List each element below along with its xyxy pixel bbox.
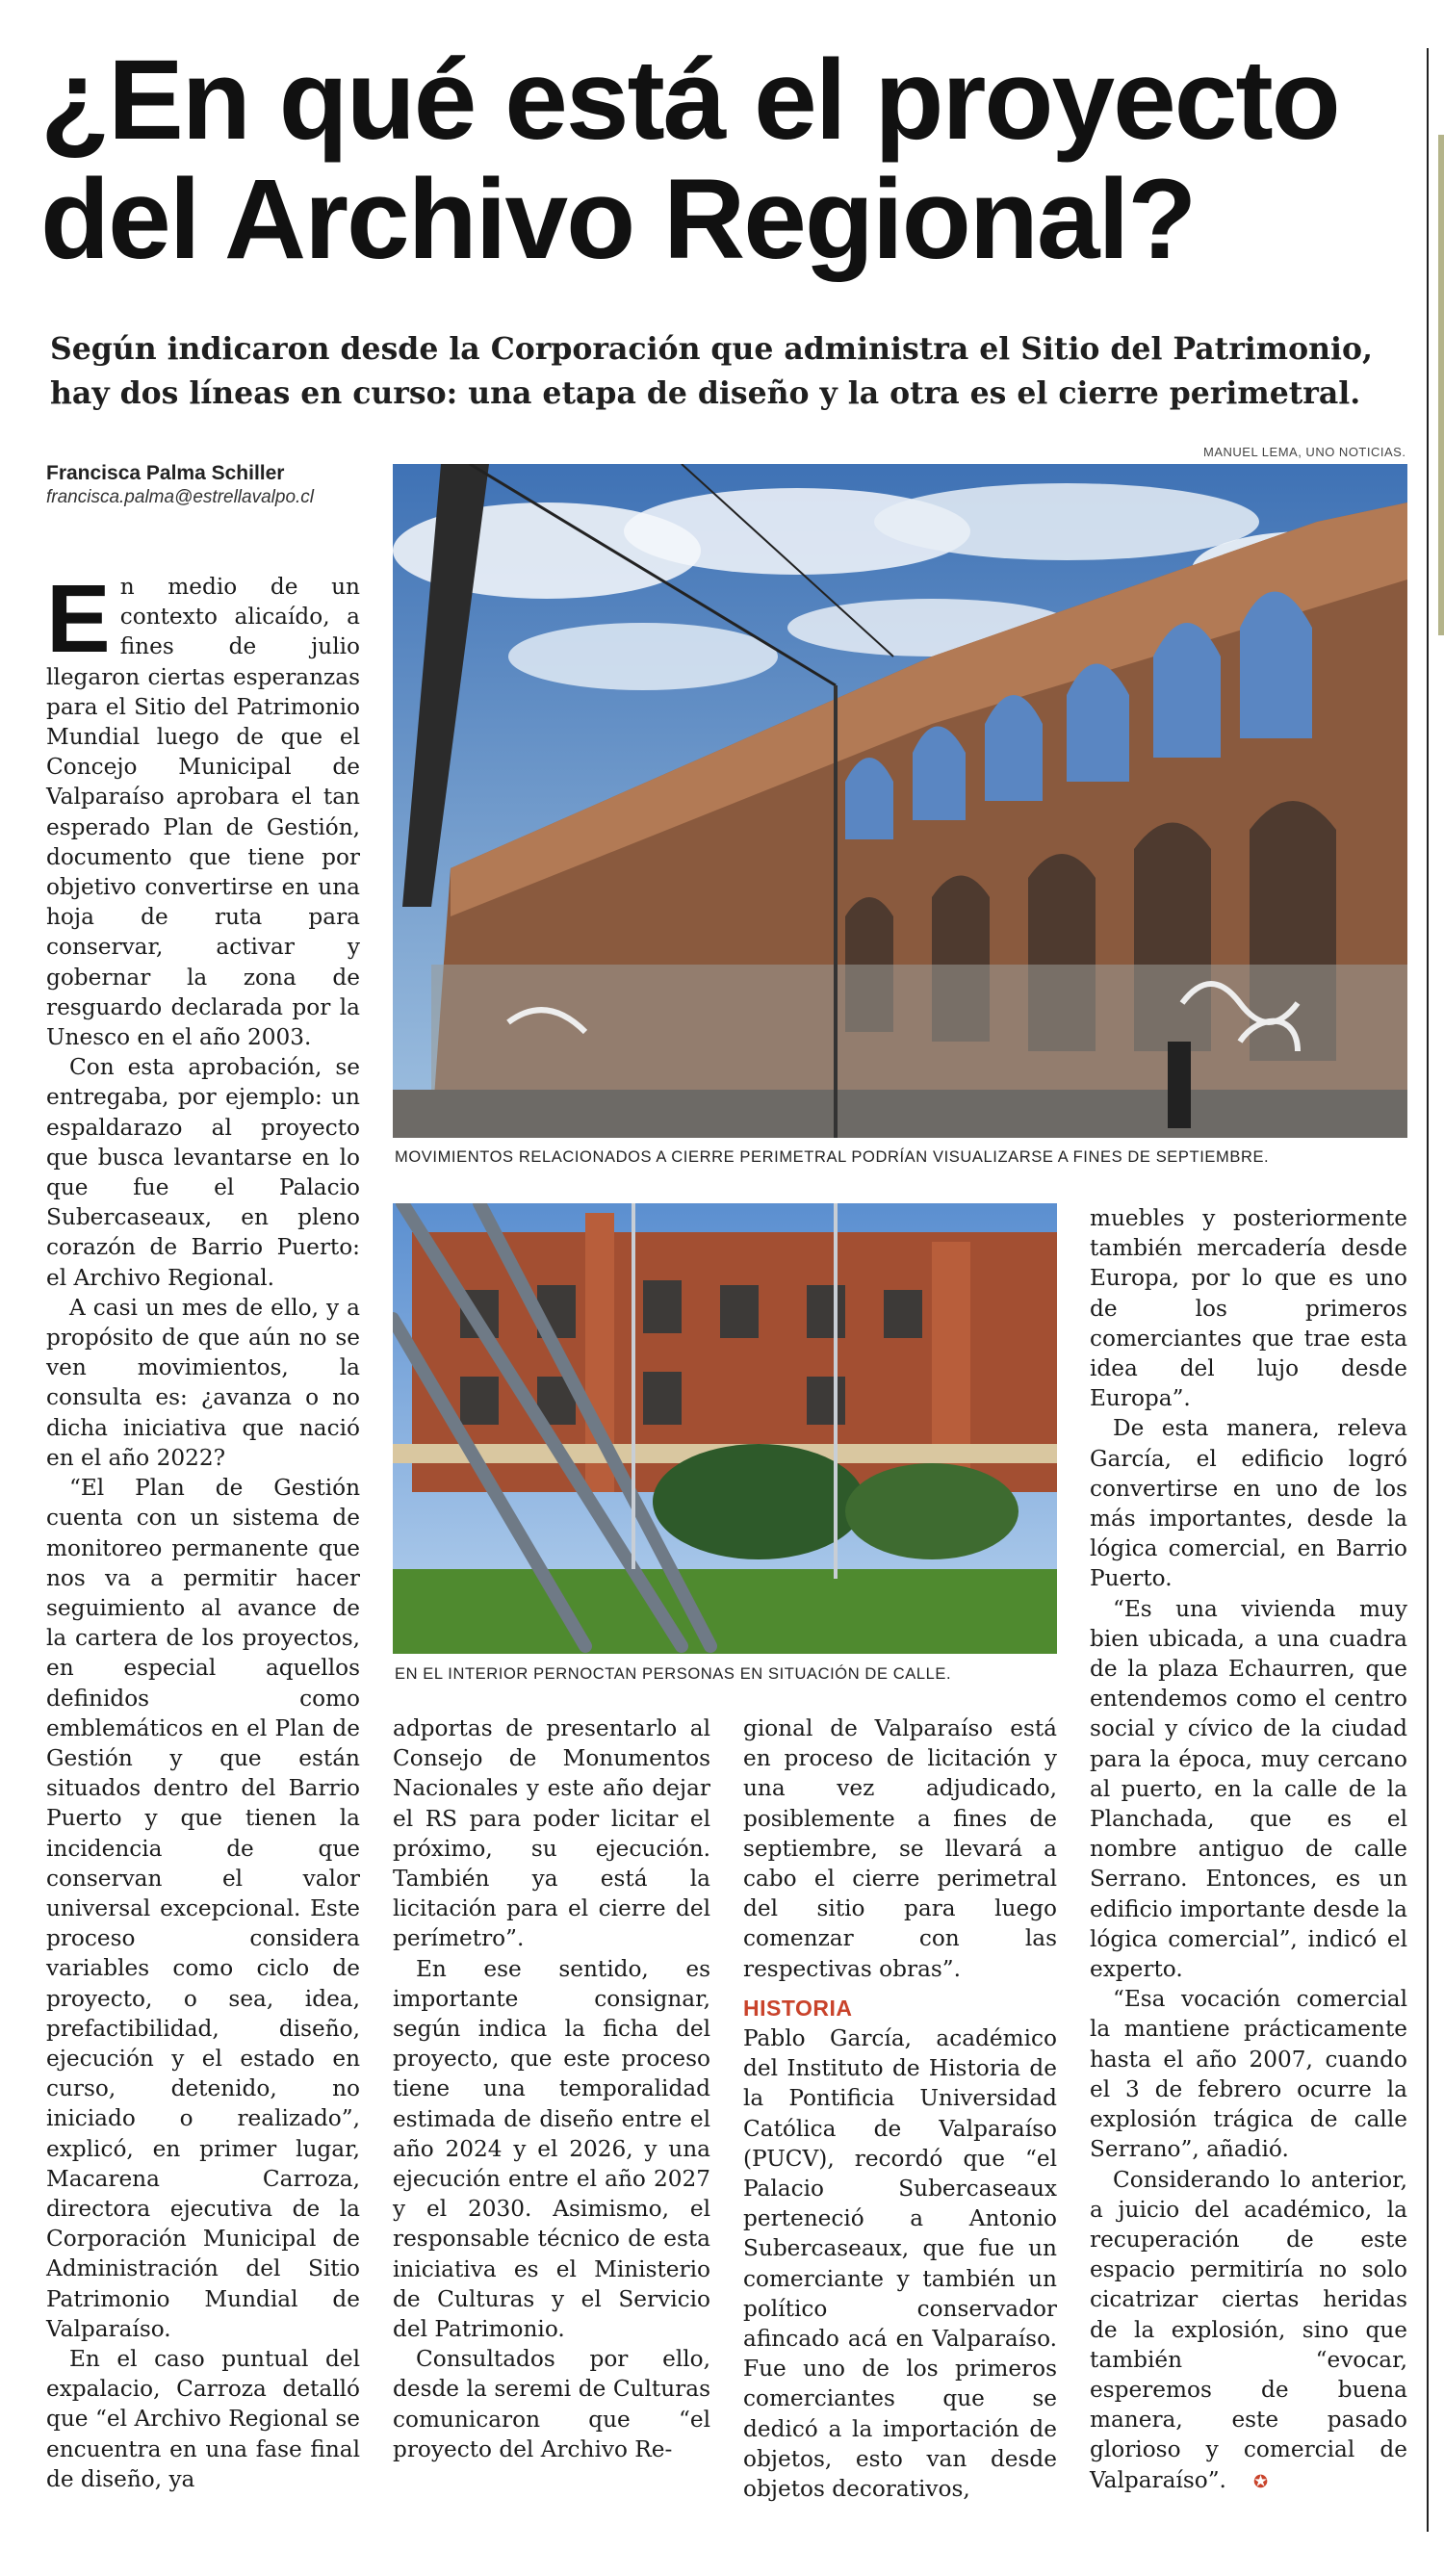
paragraph-7: En ese sentido, es importante consignar, según indica la ficha del proyecto, que este proceso tiene una temporalidad estimada de diseño entre el año 2024 y el 2026, y una ejecución entre el año 2027 y el 2030. Asimismo, el responsable técnico de esta iniciativa es el Ministerio de Culturas y el Servicio del Patrimonio. bbox=[393, 1955, 710, 2343]
bottom-photo-caption: EN EL INTERIOR PERNOCTAN PERSONAS EN SITUACIÓN DE CALLE. bbox=[395, 1665, 952, 1683]
paragraph-9: gional de Valparaíso está en proceso de licitación y una vez adjudicado, posiblemente a fines de septiembre, se llevará a cabo el cierre perimetral del sitio para luego comenzar con las respectivas obras”. bbox=[743, 1715, 1057, 1982]
paragraph-5: En el caso puntual del expalacio, Carroza detalló que “el Archivo Regional se encuentra en una fase final de diseño, ya bbox=[46, 2345, 360, 2492]
page-edge-accent bbox=[1438, 135, 1444, 635]
paragraph-3: A casi un mes de ello, y a propósito de que aún no se ven movimientos, la consulta es: ¿avanza o no dicha iniciativa que nació en el año 2022? bbox=[46, 1294, 360, 1471]
byline-author: Francisca Palma Schiller bbox=[46, 462, 285, 484]
paragraph-15: Considerando lo anterior, a juicio del académico, la recuperación de este espacio permitiría no solo cicatrizar ciertas heridas de la explosión, sino que también “evocar, esperemos de buena manera, este pasado glorioso y comercial de Valparaíso”. ✪ bbox=[1090, 2165, 1407, 2497]
paragraph-14: “Esa vocación comercial la mantiene prácticamente hasta el año 2007, cuando el 3 de febrero ocurre la explosión trágica de calle Serrano”, añadió. bbox=[1090, 1986, 1407, 2163]
paragraph-2: Con esta aprobación, se entregaba, por ejemplo: un espaldarazo al proyecto que busca levantarse en lo que fue el Palacio Subercaseaux, en pleno corazón de Barrio Puerto: el Archivo Regional. bbox=[46, 1054, 360, 1291]
bottom-photo bbox=[393, 1203, 1057, 1654]
body-column-4 bbox=[1090, 1203, 1407, 2497]
subtitle-line-2: hay dos líneas en curso: una etapa de diseño y la otra es el cierre perimetral. bbox=[50, 375, 1361, 411]
paragraph-8: Consultados por ello, desde la seremi de Culturas comunicaron que “el proyecto del Archivo Re- bbox=[393, 2346, 710, 2462]
paragraph-4: “El Plan de Gestión cuenta con un sistema de monitoreo permanente que nos va a permitir hacer seguimiento al avance de la cartera de los proyectos, en especial aquellos definidos como emblemáticos en el Plan de Gestión y que están situados dentro del Barrio Puerto y que tienen la incidencia de que conservan el valor universal excepcional. Este proceso considera variables como ciclo de proyecto, o sea, idea, prefactibilidad, diseño, ejecución y el estado en curso, detenido, no iniciado o realizado”, explicó, en primer lugar, Macarena Carroza, directora ejecutiva de la Corporación Municipal de Administración del Sitio Patrimonio Mundial de Valparaíso. bbox=[46, 1475, 360, 2342]
subtitle-line-1: Según indicaron desde la Corporación que administra el Sitio del Patrimonio, bbox=[50, 331, 1373, 367]
palace-ruins-image bbox=[393, 1203, 1057, 1654]
drop-cap: E bbox=[46, 565, 111, 673]
byline-email[interactable]: francisca.palma@estrellavalpo.cl bbox=[46, 487, 315, 507]
top-photo bbox=[393, 464, 1407, 1138]
page-edge-rule bbox=[1427, 48, 1429, 2532]
photo-credit: MANUEL LEMA, UNO NOTICIAS. bbox=[1203, 445, 1406, 459]
paragraph-13: “Es una vivienda muy bien ubicada, a una cuadra de la plaza Echaurren, que entendemos como el centro social y cívico de la ciudad para la época, muy cercano al puerto, en la calle de la Planchada, que es el nombre antiguo de calle Serrano. Entonces, es un edificio importante desde la lógica comercial”, indicó el experto. bbox=[1090, 1595, 1407, 1983]
paragraph-10: Pablo García, académico del Instituto de Historia de la Pontificia Universidad Católica de Valparaíso (PUCV), recordó que “el Palacio Subercaseaux perteneció a Antonio Subercaseaux, que fue un comerciante y también un político conservador afincado acá en Valparaíso. Fue uno de los primeros comerciantes que se dedicó a la importación de objetos, esto van desde objetos decorativos, bbox=[743, 2025, 1057, 2503]
body-column-3 bbox=[743, 1713, 1057, 2504]
top-photo-caption: MOVIMIENTOS RELACIONADOS A CIERRE PERIMETRAL PODRÍAN VISUALIZARSE A FINES DE SEPTIEMBRE. bbox=[395, 1148, 1270, 1166]
paragraph-11: muebles y posteriormente también mercadería desde Europa, por lo que es uno de los primeros comerciantes que trae esta idea del lujo desde Europa”. bbox=[1090, 1205, 1407, 1412]
section-heading-historia: HISTORIA bbox=[743, 1995, 853, 2021]
paragraph-1: En medio de un contexto alicaído, a fines de julio llegaron ciertas esperanzas para el Sitio del Patrimonio Mundial luego de que el Concejo Municipal de Valparaíso aprobara el tan esperado Plan de Gestión, documento que tiene por objetivo convertirse en una hoja de ruta para conservar, activar y gobernar la zona de resguardo declarada por la Unesco en el año 2003. bbox=[46, 565, 360, 1051]
headline bbox=[40, 37, 1407, 283]
headline-line-1: ¿En qué está el proyecto bbox=[40, 37, 1339, 164]
palace-facade-image bbox=[393, 464, 1407, 1138]
end-of-article-icon: ✪ bbox=[1252, 2471, 1269, 2492]
paragraph-6: adportas de presentarlo al Consejo de Monumentos Nacionales y este año dejar el RS para poder licitar el próximo, su ejecución. También ya está la licitación para el cierre del perímetro”. bbox=[393, 1715, 710, 1952]
paragraph-12: De esta manera, releva García, el edificio logró convertirse en uno de los más importantes, desde la lógica comercial, en Barrio Puerto. bbox=[1090, 1415, 1407, 1592]
body-column-1 bbox=[46, 565, 360, 2494]
subtitle bbox=[50, 327, 1417, 416]
body-column-2 bbox=[393, 1713, 710, 2464]
headline-line-2: del Archivo Regional? bbox=[40, 156, 1196, 283]
